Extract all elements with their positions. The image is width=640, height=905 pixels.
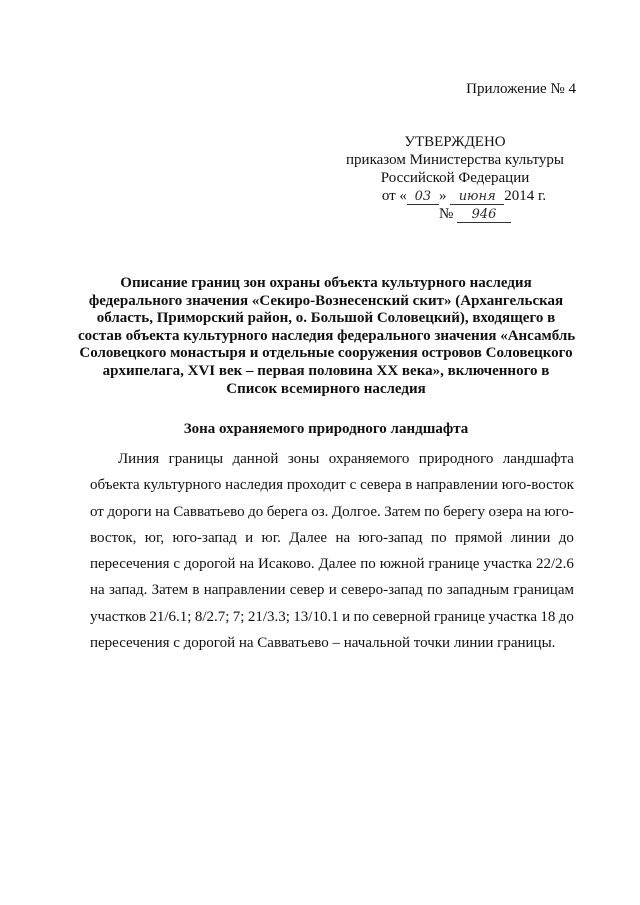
body-word: до (558, 608, 574, 625)
body-word: западным (446, 582, 510, 599)
body-word: по (431, 529, 447, 546)
body-line (90, 446, 574, 472)
body-word: Савватьево (173, 503, 245, 520)
body-word: по (427, 582, 443, 599)
section-heading: Зона охраняемого природного ландшафта (183, 421, 469, 437)
date-year: 2014 г. (504, 188, 547, 204)
body-word: по (353, 608, 369, 625)
body-word: Далее (289, 529, 328, 546)
body-word: север (289, 582, 325, 599)
body-line (90, 577, 574, 603)
body-word: границе (428, 556, 480, 573)
body-word: Долгое. (331, 503, 381, 520)
body-word: до (248, 503, 264, 520)
body-line: пересечения с дорогой на Савватьево – начальной точки линии границы. (90, 635, 556, 652)
body-word: оз. (311, 503, 329, 520)
body-word: 7; (232, 608, 245, 625)
body-paragraph (90, 446, 574, 656)
body-word: Далее (318, 556, 357, 573)
body-word: юго- (544, 503, 574, 520)
body-word: дорогой (184, 556, 236, 573)
approval-date (330, 187, 580, 205)
approval-number (330, 205, 580, 223)
approval-heading: УТВЕРЖДЕНО (404, 134, 506, 150)
body-word: направлении (203, 582, 286, 599)
body-word: участков (90, 608, 147, 625)
body-word: 21/3.3; (247, 608, 290, 625)
handwritten-day: 03 (407, 190, 439, 205)
title-line: федерального значения «Секиро-Вознесенский скит» (Архангельская (88, 292, 564, 309)
body-word: 21/6.1; (149, 608, 192, 625)
body-word: от (90, 503, 104, 520)
body-word: участка (483, 556, 533, 573)
body-word: берега (266, 503, 308, 520)
body-word: с (349, 477, 357, 494)
body-word: севера (360, 477, 402, 494)
body-word: Линия (118, 451, 160, 467)
body-word: пересечения (90, 556, 170, 573)
body-word: 22/2.6 (535, 556, 574, 573)
body-line (90, 604, 574, 630)
body-word: участка (488, 608, 537, 625)
body-word: по (360, 556, 376, 573)
body-word: границе (433, 608, 485, 625)
title-line: состав объекта культурного наследия федерального значения «Ансамбль (78, 327, 576, 344)
body-word: и (342, 608, 351, 625)
date-prefix: от « (381, 188, 407, 204)
body-word: запад. (108, 582, 148, 599)
body-word: Исаково. (258, 556, 315, 573)
body-word: по (424, 503, 440, 520)
body-word: юг. (261, 529, 281, 546)
handwritten-number: 946 (457, 208, 511, 223)
body-word: культурного (143, 477, 222, 494)
title-line: область, Приморский район, о. Большой Соловецкий), входящего в (96, 310, 556, 327)
body-word: наследия (225, 477, 284, 494)
body-word: Затем (384, 503, 421, 520)
body-line (90, 551, 574, 577)
document-title (78, 275, 574, 398)
body-word: 13/10.1 (293, 608, 339, 625)
title-line: Соловецкого монастыря и отдельные сооружения островов Соловецкого (79, 345, 573, 362)
body-word: Затем (151, 582, 189, 599)
body-word: объекта (90, 477, 140, 494)
appendix-label: Приложение № 4 (466, 81, 576, 97)
body-word: и (328, 582, 337, 599)
body-word: данной (232, 451, 279, 467)
body-word: юго-запад (358, 529, 423, 546)
body-word: на (155, 503, 170, 520)
body-word: границы (168, 451, 224, 467)
body-word: с (173, 556, 181, 573)
body-word: 18 (540, 608, 556, 625)
body-line (90, 499, 574, 525)
date-mid: » (438, 188, 447, 204)
body-word: в (192, 582, 200, 599)
body-word: линии (510, 529, 551, 546)
body-word: на (239, 556, 255, 573)
body-word: берегу (443, 503, 486, 520)
body-word: границам (513, 582, 574, 599)
body-word: в (405, 477, 413, 494)
body-word: и (245, 529, 254, 546)
number-prefix: № (438, 206, 454, 222)
body-word: охраняемого (328, 451, 410, 467)
body-word: 8/2.7; (194, 608, 230, 625)
body-word: юг, (144, 529, 165, 546)
title-line: Описание границ зон охраны объекта культурного наследия (120, 275, 532, 291)
title-line: архипелага, XVI век – первая половина XX века», включенного в (102, 362, 550, 379)
body-word: на (526, 503, 541, 520)
body-word: северной (372, 608, 431, 625)
body-word: до (558, 529, 574, 546)
body-word: ландшафта (502, 451, 574, 467)
body-word: юго-восток (501, 477, 574, 494)
body-word: природного (418, 451, 494, 467)
body-word: зоны (287, 451, 320, 467)
body-word: на (90, 582, 105, 599)
body-word: юго-запад (172, 529, 237, 546)
body-word: проходит (286, 477, 346, 494)
title-line: Список всемирного наследия (226, 380, 426, 397)
handwritten-month: июня (450, 190, 504, 205)
approval-line-2: Российской Федерации (380, 170, 530, 186)
approval-stamp (330, 133, 580, 223)
body-word: северо-запад (340, 582, 423, 599)
body-line (90, 472, 574, 498)
body-word: прямой (454, 529, 503, 546)
approval-line-1: приказом Министерства культуры (346, 152, 564, 168)
body-word: направлении (416, 477, 498, 494)
body-word: южной (379, 556, 425, 573)
body-word: восток, (90, 529, 137, 546)
body-word: озера (488, 503, 523, 520)
body-word: на (335, 529, 351, 546)
body-word: дороги (107, 503, 152, 520)
body-line (90, 525, 574, 551)
